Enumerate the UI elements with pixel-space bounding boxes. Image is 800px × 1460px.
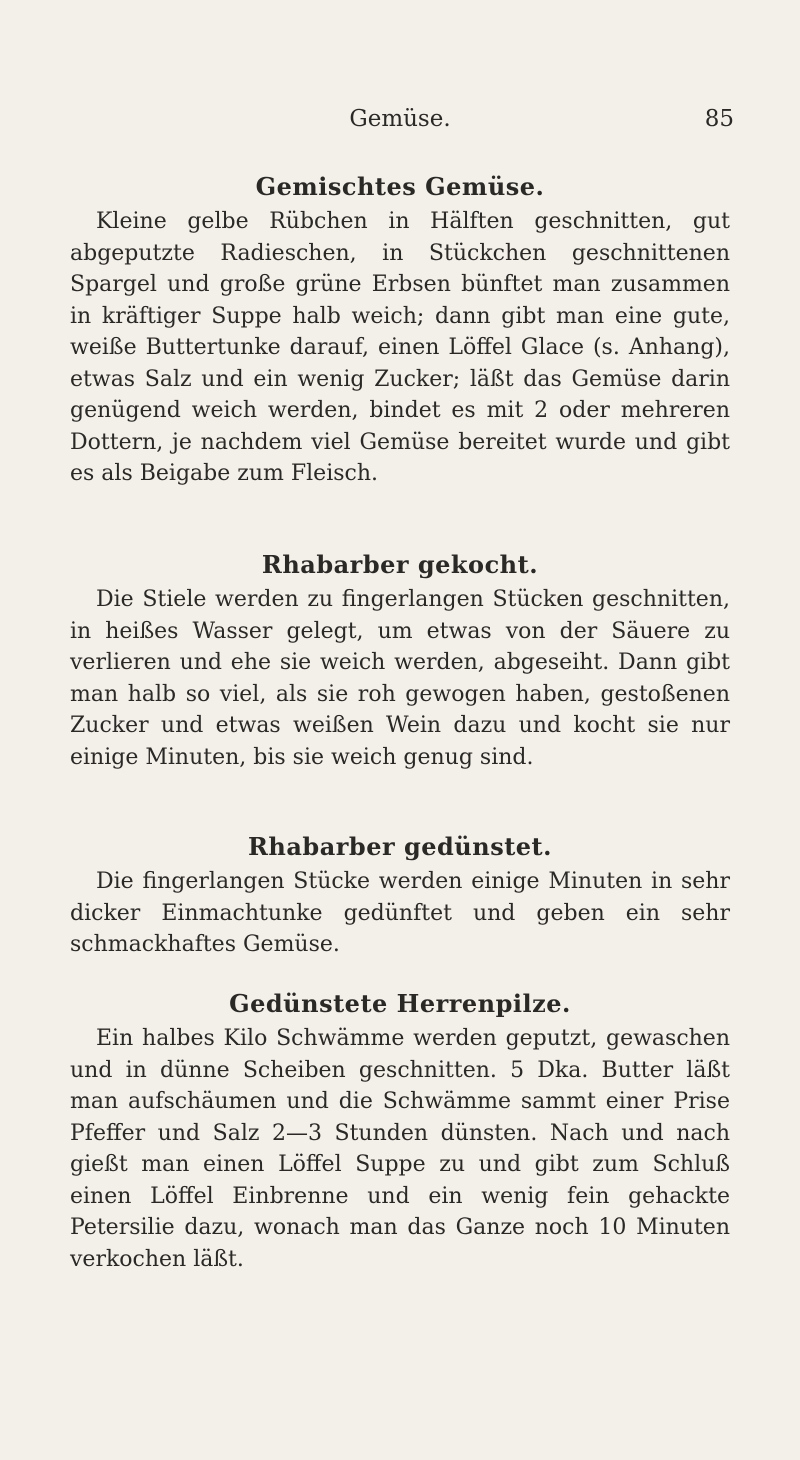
recipe-section (70, 172, 730, 490)
recipe-section (70, 832, 730, 961)
running-title: Gemüse. (349, 106, 451, 132)
recipe-text: Die fingerlangen Stücke werden einige Minuten in sehr dicker Einmachtunke gedünftet und geben ein sehr schmackhaftes Gemüse. (70, 869, 730, 957)
recipe-heading: Rhabarber gekocht. (261, 550, 539, 579)
book-page (70, 0, 734, 1460)
recipe-heading: Gedünstete Herrenpilze. (229, 989, 571, 1018)
running-header (70, 104, 734, 134)
recipe-heading: Rhabarber gedünstet. (247, 832, 552, 861)
recipe-text: Kleine gelbe Rübchen in Hälften geschnitten, gut abgeputzte Radieschen, in Stückchen geschnittenen Spargel und große grüne Erbsen bünftet man zusammen in kräftiger Suppe halb weich; dann gibt man eine gute, weiße Buttertunke darauf, einen Löffel Glace (s. Anhang), etwas Salz und ein wenig Zucker; läßt das Gemüse darin genügend weich werden, bindet es mit 2 oder mehreren Dottern, je nachdem viel Gemüse bereitet wurde und gibt es als Beigabe zum Fleisch. (70, 209, 730, 486)
recipe-text: Die Stiele werden zu fingerlangen Stücken geschnitten, in heißes Wasser gelegt, um etwas von der Säuere zu verlieren und ehe sie weich werden, abgeseiht. Dann gibt man halb so viel, als sie roh gewogen haben, gestoßenen Zucker und etwas weißen Wein dazu und kocht sie nur einige Minuten, bis sie weich genug sind. (70, 587, 730, 770)
page-number: 85 (704, 106, 734, 132)
recipe-section (70, 989, 730, 1275)
recipe-section (70, 550, 730, 773)
recipe-heading: Gemischtes Gemüse. (255, 172, 545, 201)
recipe-text: Ein halbes Kilo Schwämme werden geputzt, gewaschen und in dünne Scheiben geschnitten. 5 Dka. Butter läßt man aufschäumen und die Schwämme sammt einer Prise Pfeffer und Salz 2—3 Stunden dünsten. Nach und nach gießt man einen Löffel Suppe zu und gibt zum Schluß einen Löffel Einbrenne und ein wenig fein gehackte Petersilie dazu, wonach man das Ganze noch 10 Minuten verkochen läßt. (70, 1026, 730, 1272)
